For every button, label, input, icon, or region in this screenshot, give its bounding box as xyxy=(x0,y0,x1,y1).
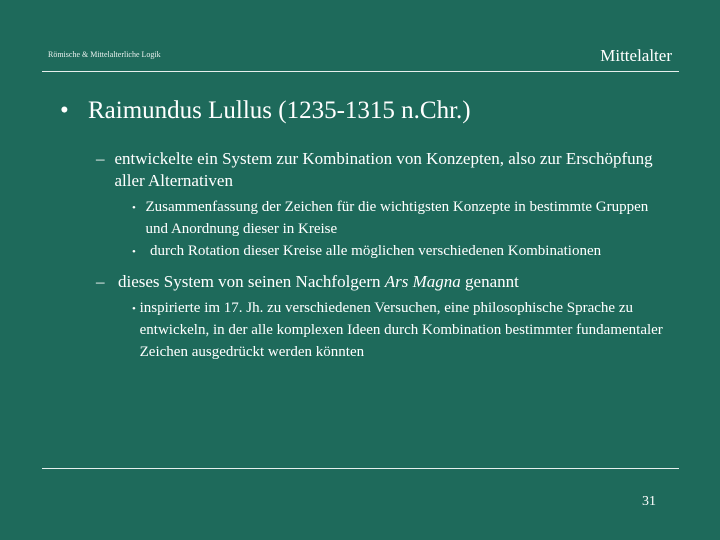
slide-title: Raimundus Lullus (1235-1315 n.Chr.) xyxy=(88,97,471,124)
section-title: Mittelalter xyxy=(600,46,672,65)
dash-icon: – xyxy=(96,149,105,168)
bullet-dot-icon: • xyxy=(132,303,136,315)
main-bullet xyxy=(60,96,670,126)
bottom-divider xyxy=(42,468,679,469)
sub-sub-list xyxy=(60,297,670,363)
sub-sub-list xyxy=(60,196,670,263)
sub-bullet xyxy=(96,148,670,192)
sub-sub-bullet xyxy=(132,196,670,240)
sub-bullet-text: entwickelte ein System zur Kombination von Konzepten, also zur Erschöpfung aller Alternativen xyxy=(114,149,653,190)
sub-bullet xyxy=(96,271,670,293)
sub-sub-bullet xyxy=(132,240,670,263)
top-divider xyxy=(42,71,679,72)
sub-sub-bullet-text: durch Rotation dieser Kreise alle möglichen verschiedenen Kombinationen xyxy=(150,243,602,259)
course-title: Römische & Mittelalterliche Logik xyxy=(48,50,161,59)
bullet-dot-icon: • xyxy=(132,246,136,258)
text-segment: dieses System von seinen Nachfolgern xyxy=(118,272,385,291)
sub-sub-bullet-text: inspirierte im 17. Jh. zu verschiedenen Versuchen, eine philosophische Sprache zu entwickeln, in der alle komplexen Ideen durch Kombination bestimmter fundamentaler Zeichen ausgedrückt werden könnten xyxy=(139,300,663,360)
bullet-dot-icon: • xyxy=(60,97,69,124)
sub-sub-bullet xyxy=(132,297,670,363)
text-segment: genannt xyxy=(460,272,519,291)
sub-sub-bullet-text: Zusammenfassung der Zeichen für die wichtigsten Konzepte in bestimmte Gruppen und Anordnung dieser in Kreise xyxy=(145,199,649,237)
dash-icon: – xyxy=(96,272,105,291)
page-number: 31 xyxy=(642,494,656,509)
slide-content xyxy=(60,96,670,369)
bullet-dot-icon: • xyxy=(132,202,136,214)
ars-magna-term: Ars Magna xyxy=(384,272,461,291)
sub-bullet-text xyxy=(118,271,519,293)
